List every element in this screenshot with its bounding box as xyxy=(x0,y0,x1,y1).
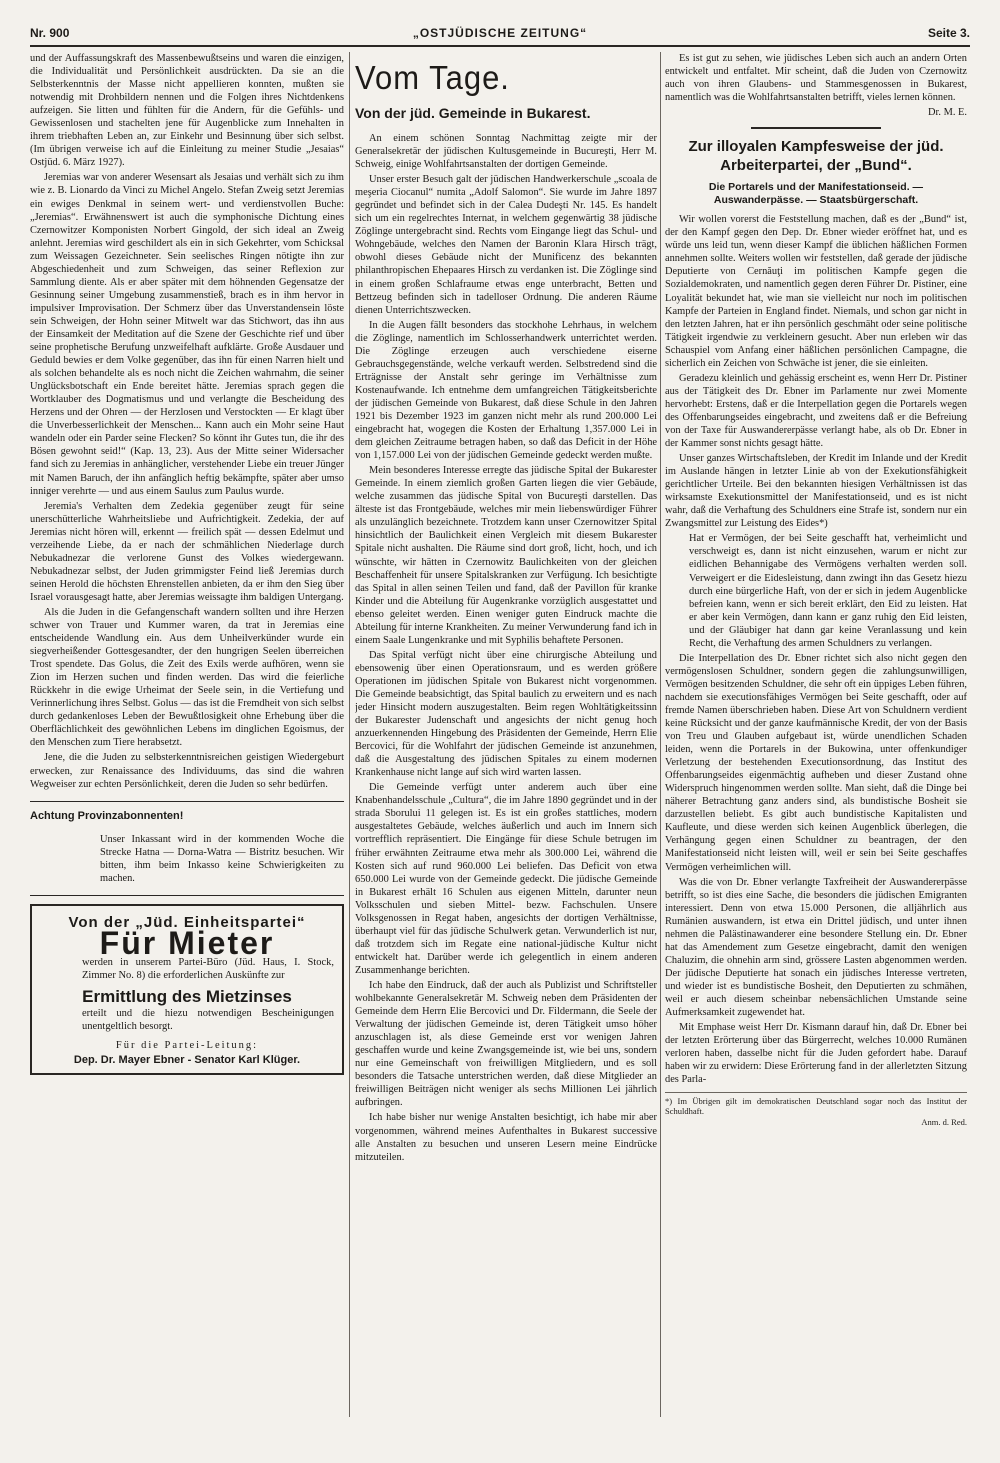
article-headline: Von der jüd. Gemeinde in Bukarest. xyxy=(355,105,591,121)
author-signature: Dr. M. E. xyxy=(928,107,967,119)
jeremias-paragraph: und der Auffassungskraft des Massenbewußtseins und waren die einzigen, die Individualität und Persönlichkeit ausdrückten. Da sie an die Selbsterkenntnis der Masse nicht appellieren konnten, mußten sie notwendig mit Drohbildern nennen und die Folgen ihres Nichtdenkens aufzeigen. Sie litten und fühlten für die Andern, für die Gefühls- und Gewissenlosen und stachelten jene für Augenblicke zum Innehalten in ihrem triebhaften Leben an, zur Einkehr und Besinnung über sich selbst. (Im übrigen verweise ich auf die Einleitung zu meiner Studie „Jesaias“ Ostjüd. 6. März 1927). xyxy=(30,53,344,169)
article-paragraph: Geradezu kleinlich und gehässig erscheint es, wenn Herr Dr. Pistiner aus der Tätigkeit des Dr. Ebner im Parlamente nur zwei Momente hervorhebt: Erstens, daß er die Interpellation gegen die Portarels wegen des Offenbarungseides eingebracht, und zweitens daß er die Befreiung von der Taxe für Auswandererpässe verlangt habe, als ob Dr. Ebner in der Kammer sonst nichts gesagt hätte. xyxy=(665,372,967,450)
article-paragraph: Ich habe bisher nur wenige Anstalten besichtigt, ich habe mir aber vorgenommen, während meines Aufenthaltes in Bukarest successive alle Anstalten zu besuchen und unseren Lesern meine Eindrücke mitzuteilen. xyxy=(355,1112,657,1163)
article-paragraph: Wir wollen vorerst die Feststellung machen, daß es der „Bund“ ist, der den Kampf gegen den Dep. Dr. Ebner wieder eröffnet hat, und es würde uns leid tun, wenn dieser Kampf die üblichen häßlichen Formen annehmen sollte. Weiters wollen wir feststellen, daß gerade der jüdische Deputierte von Cernăuţi im politischen Kampfe gegen die Sozialdemokraten, und namentlich gegen deren Führer Dr. Pistiner, eine Loyalität bekundet hat, wie man sie vielleicht nur noch im politischen Kampfe der Parteien in England findet. Niemals, und schon gar nicht in den letzten Jahren, hat er ihn persönlich geschmäht oder seine politische Tätigkeit irgendwie zu verkleinern gesucht. Aber nun erleben wir das Schauspiel vom Anfang einer häßlichen persönlichen Campagne, die sicherlich ein Zeichen von Schwäche ist jener, die sie einleiten. xyxy=(665,214,967,369)
ad-signature-label: Für die Partei-Leitung: xyxy=(115,1040,259,1051)
footnote-signature: Anm. d. Red. xyxy=(921,1117,967,1128)
article-paragraph: In die Augen fällt besonders das stockhohe Lehrhaus, in welchem die Zöglinge, namentlich im Schlosserhandwerk unterrichtet werden. Die Zöglinge erzeugen auch verschiedene eiserne Gebrauchsgegenstände, welche verkauft werden. Selbstredend sind die Erträgnisse der Anstalt sehr geringe im Verhältnisse zum Kostenaufwande. Ich entnehme dem umfangreichen Tätigkeitsberichte der jüdischen Gemeinde von Bukarest, daß diese Schule in den Jahren 1921 bis Dezember 1923 im ganzen nicht mehr als rund 200.000 Lei eingebracht hat, wogegen die Kosten der Erhaltung 1,357.000 Lei in dem gleichen Zeitraume betragen haben, so daß das Deficit in der Höhe von 1,157.000 Lei von der jüdischen Gemeinde gedeckt werden mußte. xyxy=(355,319,657,462)
column-2 xyxy=(355,52,657,1422)
ad-subtitle: Ermittlung des Mietzinses xyxy=(82,986,292,1006)
issue-number: Nr. 900 xyxy=(30,26,70,40)
column-divider-2 xyxy=(660,52,661,1417)
masthead-title: „OSTJÜDISCHE ZEITUNG“ xyxy=(412,26,588,40)
jeremias-paragraph: Jene, die die Juden zu selbsterkenntnisreichen geistigen Wiedergeburt erwecken, zur Renaissance des Individuums, das sind die wahren Wegweiser zur echten Persönlichkeit, deren die Juden so sehr bedürfen. xyxy=(30,752,344,790)
article-subheadline: Die Portarels und der Manifestationseid. — Auswanderpässe. — Staatsbürgerschaft. xyxy=(708,181,924,207)
ad-text: erteilt und die hiezu notwendigen Bescheinigungen unentgeltlich besorgt. xyxy=(82,1008,334,1032)
notice-heading: Achtung Provinzabonnenten! xyxy=(30,809,184,822)
page-header xyxy=(30,22,970,44)
ad-title: Für Mieter xyxy=(99,924,275,961)
article-paragraph: Was die von Dr. Ebner verlangte Taxfreiheit der Auswandererpässe betrifft, so ist dies eine Sache, die besonders die jüdischen Emigranten interessiert. Denn von etwa 15.000 Personen, die alljährlich aus Rumänien auswandern, ist etwa ein Drittel jüdisch, und unter ihnen nehmen die Palästinawanderer eine besondere Stellung ein. Dr. Ebner hat das Amendement zum Gesetze eingebracht, damit den wenigen Chaluzim, die ohnehin arm sind, grössere Lasten abgenommen werden. Der jüdische Deputierte hat sonach ein jüdisches Interesse vertreten, und wieder ist es bundistische Bosheit, den Deputierten zu schmähen, weil er auch diesem scheinbar nebensächlichen Umstande seine Aufmerksamkeit zugewendet hat. xyxy=(665,876,967,1019)
article-paragraph: Es ist gut zu sehen, wie jüdisches Leben sich auch an andern Orten entwickelt und entfaltet. Mir scheint, daß die Juden von Czernowitz auch von ihren Glaubens- und Stammesgenossen in Bukarest, namentlich was die Wohlfahrtsanstalten betrifft, vieles lernen können. xyxy=(665,53,967,104)
ad-signature: Dep. Dr. Mayer Ebner - Senator Karl Klüger. xyxy=(73,1054,301,1067)
ad-party-heading: Von der „Jüd. Einheitspartei“ xyxy=(68,913,306,931)
page-number: Seite 3. xyxy=(927,26,970,40)
notice-body: Unser Inkassant wird in der kommenden Woche die Strecke Hatna — Dorna-Watra — Bistritz besuchen. Wir bitten, ihm beim Inkasso keine Schwierigkeiten zu machen. xyxy=(100,833,344,884)
article-paragraph: Das Spital verfügt nicht über eine chirurgische Abteilung und ebensowenig über einen Operationsraum, und es werden größere Operationen im jüdischen Spitale von Bukarest nicht vorgenommen. Die Gemeinde beabsichtigt, das Spital baulich zu erweitern und es nach jeder Hinsicht modern auszugestalten. Beim regen Wohltätigkeitssinn der Bukarester Judenschaft und angesichts der nicht genug hoch anzuerkennenden Hingebung des Präsidenten der Gemeinde, Herrn Elie Bercovici, für die Wohlfahrt der jüdischen Gemeinde ist anzunehmen, daß die Ausgestaltung des jüdischen Spitales zu einem modernen Krankenhause nicht lange auf sich wird warten lassen. xyxy=(355,649,657,779)
jeremias-paragraph: Als die Juden in die Gefangenschaft wandern sollten und ihre Herzen schwer von Trauer und Kummer waren, da trat in Jeremias eine entscheidende Wandlung ein. Aus dem Unheilverkünder wurde ein siegverheißender Gottesgesandter, der den hungrigen Seelen überreichen Trost spendete. Das Golus, die Zeit des Exils werde aufhören, wenn sie Zion im Herzen suchen und finden werden. Das wird die feierliche Rückkehr in die ewige Urheimat der Seele sein, in die Vertiefung und Verinnerlichung ihres Selbst. Golus — das ist die Fremdheit von sich selbst durch gedankenloses Leben der Bewußtlosigkeit ohne Erhebung über die Oberflächlichkeit des gewöhnlichen Lebens im dinglichen Egoismus, der den Menschen zum Tiere herabsetzt. xyxy=(30,606,344,749)
column-divider-1 xyxy=(349,52,350,1417)
header-rule xyxy=(30,45,970,47)
article-paragraph: Die Gemeinde verfügt unter anderem auch über eine Knabenhandelsschule „Cultura“, die im Jahre 1890 gegründet und in der strada Sborului 11 gelegen ist. Es ist ein großes stattliches, modern ausgestaltetes Gebäude, welches äußerlich und auch im Innern sich vortrefflich repräsentiert. Die Eingänge für diese Schule betrugen im früher erwähnten Zeitraume etwa mehr als 300.000 Lei, während die Kosten sich auf rund 960.000 Lei beliefen. Das Deficit von etwa 650.000 Lei wurde von der Gemeinde gedeckt. Die jüdische Gemeinde in Bukarest erhält 16 Schulen aus eigenen Mitteln, darunter neun Volksschulen und sieben Mittel- bezw. Fachschulen. Unsere Volksgenossen in Regat haben, angesichts der dortigen Verhältnisse, überhaupt viel für das jüdische Schulwerk getan. Verwunderlich ist nur, daß trotzdem sich im Regate eine national-jüdische Kultur nicht entwickelt hat. Darüber werde ich gelegentlich in einem anderen Zusammenhange berichten. xyxy=(355,782,657,976)
advertisement-box xyxy=(30,904,344,1075)
jeremias-paragraph: Jeremia's Verhalten dem Zedekia gegenüber zeugt für seine unerschütterliche Wahrheitsliebe und Aufrichtigkeit. Zedekia, der auf Jeremias nicht hören will, erkennt — freilich spät — dessen Edelmut und verzeihende Liebe, da er nach der schmählichen Niederlage durch Nebukadnezar die verlorene Gunst des Volkes wiedergewann. Nebukadnezar selbst, der Juden grimmigster Feind ließ Jeremias durch seinen Herold die höchsten Ehrenstellen anbieten, da er ihm den Sieg über Israel vorausgesagt hatte, aber Jeremias weissagte ihm baldigen Untergang. xyxy=(30,500,344,603)
section-rule xyxy=(30,895,344,896)
footnote: *) Im Übrigen gilt im demokratischen Deutschland sogar noch das Institut der Schuldhaft. xyxy=(665,1092,967,1116)
column-1 xyxy=(30,52,344,1422)
column-3 xyxy=(665,52,967,1422)
jeremias-paragraph: Jeremias war von anderer Wesensart als Jesaias und verhält sich zu ihm wie z. B. Lionardo da Vinci zu Michel Angelo. Stefan Zweig setzt Jeremias ein ewiges Denkmal in seinem wert- und verdienstvollen Buche: „Jeremias“. Erwähnenswert ist auch die symphonische Dichtung eines Czernowitzer Komponisten Norbert Gingold, der sich ideal an Zweig anlehnt. Jeremias wird geschildert als ein in sich Gekehrter, vom Schicksal zum Weissagen Gezeichneter. Sein seelisches Ringen nötigte ihn zur Abgeschiedenheit und zum Schweigen, das seiner Reflexion zur Sammlung diente. Als er aber später mit dem höhnenden Gegensatze der Gesinnung seiner Umgebung zusammenstieß, brach es in ihm hervor in impulsiver Improvisation. Der Schmerz über das Unverstandensein löste sein Schweigen, der Hohn seiner Mitwelt war das Stichwort, das ihn aus der Einsamkeit der Meditation auf die Szene der Geschichte rief und über seine prophetische Berufung unzweifelhaft aufklärte. Große Ausdauer und Geduld bewies er dem Volke gegenüber, das ihn für einen Narren hielt und als solchen behandelte als es noch nicht die Zeichen wahrnahm, die seiner Unglücksbotschaft ein Ende bereitet hätte. Jeremias sprach gegen die Wortklauber des Dogmatismus und und verlangte die Bescheidung des Herzens und der Ohren — der Herzlosen und Verstockten — Er klagt über die Unverbesserlichkeit der Menschen... Kann auch ein Mohr seine Haut wandeln oder ein Parder seine Flecken? So könnt ihr Gutes tun, die ihr des Bösen gewohnt seid!“ (Kap. 13, 23). Aus der Mitte seiner Widersacher fand sich zu Jeremias in anhänglicher, verstehender Liebe ein treuer Jünger mit Namen Baruch, der ihn anfänglich heftig bekämpfte, später aber umso inniger verehrte — und aus einem Saulus zum Paulus wurde. xyxy=(30,172,344,497)
article-paragraph: Mit Emphase weist Herr Dr. Kismann darauf hin, daß Dr. Ebner bei der letzten Erörterung über das Bürgerrecht, welches 10.000 Rumänen verloren haben, dasselbe nicht für die Juden gefordert habe. Darauf haben wir zu erwidern: Diese Erörterung fand in der allerletzten Sitzung des Parla- xyxy=(665,1022,967,1086)
article-separator xyxy=(751,127,881,129)
section-headline: Vom Tage. xyxy=(355,58,510,97)
ad-text: werden in unserem Partei-Büro (Jüd. Haus, I. Stock, Zimmer No. 8) die erforderlichen Auskünfte zur xyxy=(82,956,334,981)
article-paragraph: An einem schönen Sonntag Nachmittag zeigte mir der Generalsekretär der jüdischen Kultusgemeinde in Bucureşti, Herr M. Schweig, einige Wohlfahrtsanstalten der dortigen Gemeinde. xyxy=(355,133,657,171)
article-paragraph: Unser erster Besuch galt der jüdischen Handwerkerschule „scoala de meşeria Ciocanul“ numita „Adolf Salomon“. Sie wurde im Jahre 1897 gegründet und befindet sich in der Calea Dudeşti Nr. 145. Es handelt sich um ein regelrechtes Internat, in welchem gegenwärtig 38 jüdische Zöglinge untergebracht sind. Rechts vom Eingange liegt das Schul- und Wohngebäude, welches den Namen der Baronin Klara Hirsch trägt, obwohl dieses Gebäude nicht der Munificenz des bekannten philanthropischen Ehepaares Hirsch zu verdanken ist. Die Zöglinge sind in einem großen Schlafraume etwas enge unterbracht, Betten und Bettzeug befinden sich in tadelloser Ordnung. Die anderen Räume dienen Unterrichtszwecken. xyxy=(355,174,657,316)
article-paragraph: Ich habe den Eindruck, daß der auch als Publizist und Schriftsteller wohlbekannte Generalsekretär M. Schweig neben dem Präsidenten der Gemeinde dem Herrn Elie Bercovici und Dr. Fildermann, die Seele der Verwaltung der jüdischen Gemeinde ist, deren Tätigkeit umso höher anzuschlagen ist, als diese Gemeinde erst vor wenigen Jahren geschaffen wurde und keine Zwangsgemeinde ist, wie bei uns, sondern nur eine Gemeinschaft von freiwilligen Mitgliedern, und es soll besonders die Tatsache unterstrichen werden, daß diese Mitglieder an freiwilligen Beiträgen nicht weniger als sechs Millionen Lei jährlich aufbringen. xyxy=(355,980,657,1109)
article-paragraph: Mein besonderes Interesse erregte das jüdische Spital der Bukarester Gemeinde. In einem ziemlich großen Garten liegen die vier Gebäude, welche zusammen das jüdische Spital von Bucureşti darstellen. Das älteste ist das Frontgebäude, welches mir mein liebenswürdiger Führer als unzulänglich bezeichnete. Trotzdem kann unser Czernowitzer Spital hinsichtlich der Baulichkeit einen Vergleich mit diesem Bukarester Spitale nicht aushalten. Die Räume sind dort groß, licht, hoch, und ich wünschte, wir hätten in Czernowitz Baulichkeiten von der gleichen Beschaffenheit für unsere Spitalskranken zur Verfügung. Ich besichtigte das Spital in allen seinen Teilen und fand, daß der Pavillon für kranke Kinder und die Abteilung für Augenkranke vorzüglich ausgestattet und ebenso geleitet werden. Einen weniger guten Eindruck machte die Abteilung für interne Krankheiten. Zu meiner Verwunderung fand ich in einem Saale Lungenkranke und mit Syphilis behaftete Personen. xyxy=(355,465,657,646)
article-paragraph: Unser ganzes Wirtschaftsleben, der Kredit im Inlande und der Kredit im Auslande hängen in letzter Linie ab von der Exekutionsfähigkeit gerichtlicher Urteile. Bei den bekannten hiesigen Verhältnissen ist das wirksamste Exekutionsmittel der Manifestationseid, und es ist nicht wahr, daß die Verhaftung des Schuldners eine Strafe ist, sondern nur ein Zwangsmittel zur Leistung des Eides*) xyxy=(665,453,967,530)
article-paragraph: Die Interpellation des Dr. Ebner richtet sich also nicht gegen den vermögenslosen Schuldner, sondern gegen die zahlungsunwilligen, Vermögen besitzenden Schuldner, die sehr oft ein üppiges Leben führen, nachdem sie executionsfähiges Vermögen bei Seite geschafft, oder auf fremde Namen überschrieben haben. Diese Art von Schuldnern verdient keine Rücksicht und der ganze kaufmännische Kredit, der von der Basis von Treu und Glauben aufgebaut ist, würde unendlichen Schaden leiden, wenn die Portarels in der Bukowina, unter offenkundiger Verletzung der bestehenden Executionsordnung, das Institut des Offenbarungseides eigenmächtig aufheben und dieser Zustand ohne Widerspruch hingenommen werden sollte. Man sieht, daß die Dinge bei näherer Betrachtung ganz anders sind, als bundistische Bosheit sie darzustellen beliebt. Es gibt auch bundistische Kapitalisten und Kaufleute, und diese werden sich keinen Augenblick überlegen, die Verhängung gegen einen Schuldner zu beantragen, der den Manifestationseid nicht leisten will, weil er sein bei Seite geschaffes Vermögen verheimlichen will. xyxy=(665,652,967,873)
quoted-paragraph: Hat er Vermögen, der bei Seite geschafft hat, verheimlicht und verschweigt es, dann ist nicht einzusehen, warum er nicht zur eidlichen Behannigabe des Vermögens verhalten werden soll. Verweigert er die Eidesleistung, dann zwingt ihn das Gesetz hiezu durch eine bürgerliche Haft, von der er sich in jedem Augenblicke befreien kann, wenn er sich bereit erklärt, den Eid zu leisten. Hat er aber kein Vermögen, dann kann er ganz ruhig den Eid leisten, und der Gläubiger hat dann gar keine Veranlassung und kein Recht, die Verhaftung des armen Schuldners zu verlangen. xyxy=(689,533,967,649)
section-rule xyxy=(30,801,344,802)
article-headline: Zur illoyalen Kampfesweise der jüd. Arbeiterpartei, der „Bund“. xyxy=(688,138,944,175)
